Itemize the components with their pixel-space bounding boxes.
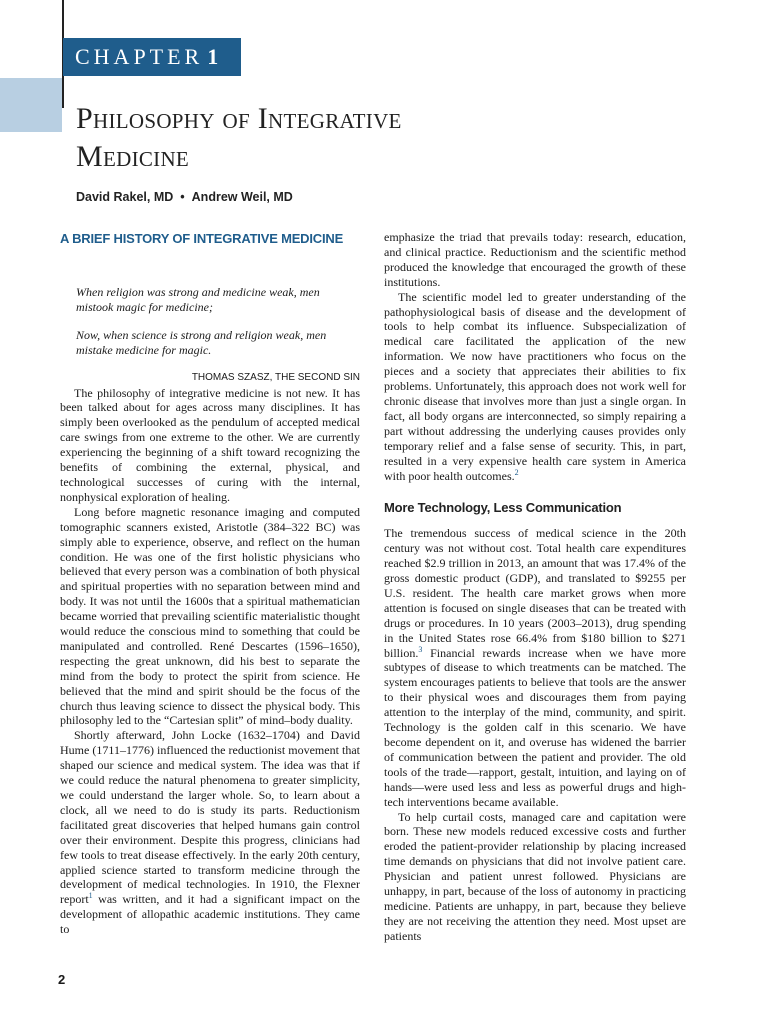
paragraph-text: The scientific model led to greater understanding of the pathophysiological basis of disease and the development of tools to help combat its influence. Subspecialization of medical care facilitated the application of the new information. We now have practitioners who focus on the pieces and a society that appreciates their abilities to fix problems. Unfortunately, this approach does not work well for chronic disease that involves more than just a single organ. In fact, all body organs are interconnected, so simply repairing a part without addressing the underlying causes provides only temporary relief and a false sense of security. This, in part, resulted in a very expensive health care system in America with poor health outcomes. — [384, 289, 686, 483]
paragraph: To help curtail costs, managed care and capitation were born. These new models reduced excessive costs and further eroded the patient-provider relationship by placing increased time demands on physicians that did not involve patient care. Physician and patient unrest followed. Physicians are unhappy, in part, because of the loss of autonomy in practicing medicine. Patients are unhappy, in part, because they believe they are not receiving the attention they need. Most upset are patients — [384, 809, 686, 943]
chapter-title-line2: Medicine — [76, 140, 190, 173]
paragraph-text: Shortly afterward, John Locke (1632–1704) and David Hume (1711–1776) influenced the reductionist movement that shaped our science and medical system. The idea was that if we could reduce the natural phenomena to greater simplicity, we could understand the larger whole. So, to learn about a clock, all we need to do is study its parts. Reductionism facilitated great discoveries that helped humans gain control over their environment. Despite this progress, clinicians had few tools to treat disease effectively. In the early 20th century, applied science started to transform medicine through the development of medical technologies. In 1910, the Flexner report — [60, 728, 360, 907]
paragraph: Long before magnetic resonance imaging and computed tomographic scanners existed, Aristotle (384–322 BC) was simply able to experience, observe, and reflect on the human condition. He was one of the first holistic physicians who believed that every person was a combination of both physical and spiritual properties with no separation between mind and body. It was not until the 1600s that a spiritual mathematician became worried that prevailing scientific materialistic thought would reduce the conscious mind to something that could be manipulated and controlled. René Descartes (1596–1650), respecting the great unknown, did his best to separate the mind from the body to protect the spirit from science. He believed that the mind and spirit should be the focus of the church thus leaving science to dissect the physical body. This philosophy led to the “Cartesian split” of mind–body duality. — [60, 504, 360, 728]
epigraph-line1: When religion was strong and medicine weak, men mistook magic for medicine; — [76, 285, 320, 314]
right-column — [384, 230, 686, 944]
reference-link[interactable]: 3 — [418, 644, 423, 654]
paragraph-text: was written, and it had a significant impact on the development of allopathic academic institutions. They came to — [60, 892, 360, 937]
epigraph-line2: Now, when science is strong and religion weak, men mistake medicine for magic. — [76, 327, 327, 357]
section-heading-history: A BRIEF HISTORY OF INTEGRATIVE MEDICINE — [60, 231, 344, 246]
reference-link[interactable]: 2 — [514, 467, 519, 477]
paragraph — [384, 290, 686, 484]
section-heading-technology: More Technology, Less Communication — [384, 500, 622, 516]
chapter-title — [76, 100, 636, 176]
paragraph-text: The tremendous success of medical science in the 20th century was not without cost. Total health care expenditures reached $2.9 trillion in 2013, an amount that was 17.4% of the gross domestic product (GDP), and translated to $9255 per U.S. resident. The health care market grows when more attention is focused on single diseases that can be treated with drugs or procedures. In 10 years (2003–2013), drug spending in the United States rose 66.4% from $180 billion to $271 billion. — [384, 526, 686, 660]
reference-link[interactable]: 1 — [88, 891, 93, 901]
chapter-title-line1: Philosophy of Integrative — [76, 102, 402, 135]
paragraph: emphasize the triad that prevails today: research, education, and clinical practice. Reductionism and the scientific method produced the knowledge that encouraged the growth of these institutions. — [384, 230, 686, 289]
authors-line — [76, 190, 293, 204]
paragraph — [60, 728, 360, 937]
page-number: 2 — [58, 972, 66, 987]
paragraph — [384, 526, 686, 809]
paragraph: The philosophy of integrative medicine is not new. It has been talked about for ages across many disciplines. It has simply been overlooked as the pendulum of accepted medical care swings from one extreme to the other. We are currently experiencing the beginning of a shift toward recognizing the benefits of combining the external, physical, and technological successes of curing with the internal, nonphysical exploration of healing. — [60, 385, 360, 504]
author-weil: Andrew Weil, MD — [191, 190, 293, 204]
epigraph — [76, 285, 360, 358]
author-rakel: David Rakel, MD — [76, 190, 174, 204]
author-separator: • — [180, 190, 185, 204]
chapter-number: 1 — [207, 44, 219, 69]
side-color-block — [0, 78, 62, 132]
chapter-label: CHAPTER — [75, 44, 204, 69]
left-column — [60, 230, 360, 937]
epigraph-attribution: THOMAS SZASZ, THE SECOND SIN — [191, 371, 360, 383]
paragraph-text: Financial rewards increase when we have more subtypes of disease to which treatments can be matched. The system encourages patients to believe that tools are the answer to their physical woes and discourages them from paying attention to the interplay of the mind, community, and spirit. Technology is the golden calf in this scenario. We have become dependent on it, and overuse has widened the barrier of communication between the patient and provider. The old tools of the trade—rapport, gestalt, intuition, and laying on of hands—were used less and less as powerful drugs and high-tech interventions became available. — [384, 645, 686, 809]
chapter-banner — [63, 38, 241, 76]
